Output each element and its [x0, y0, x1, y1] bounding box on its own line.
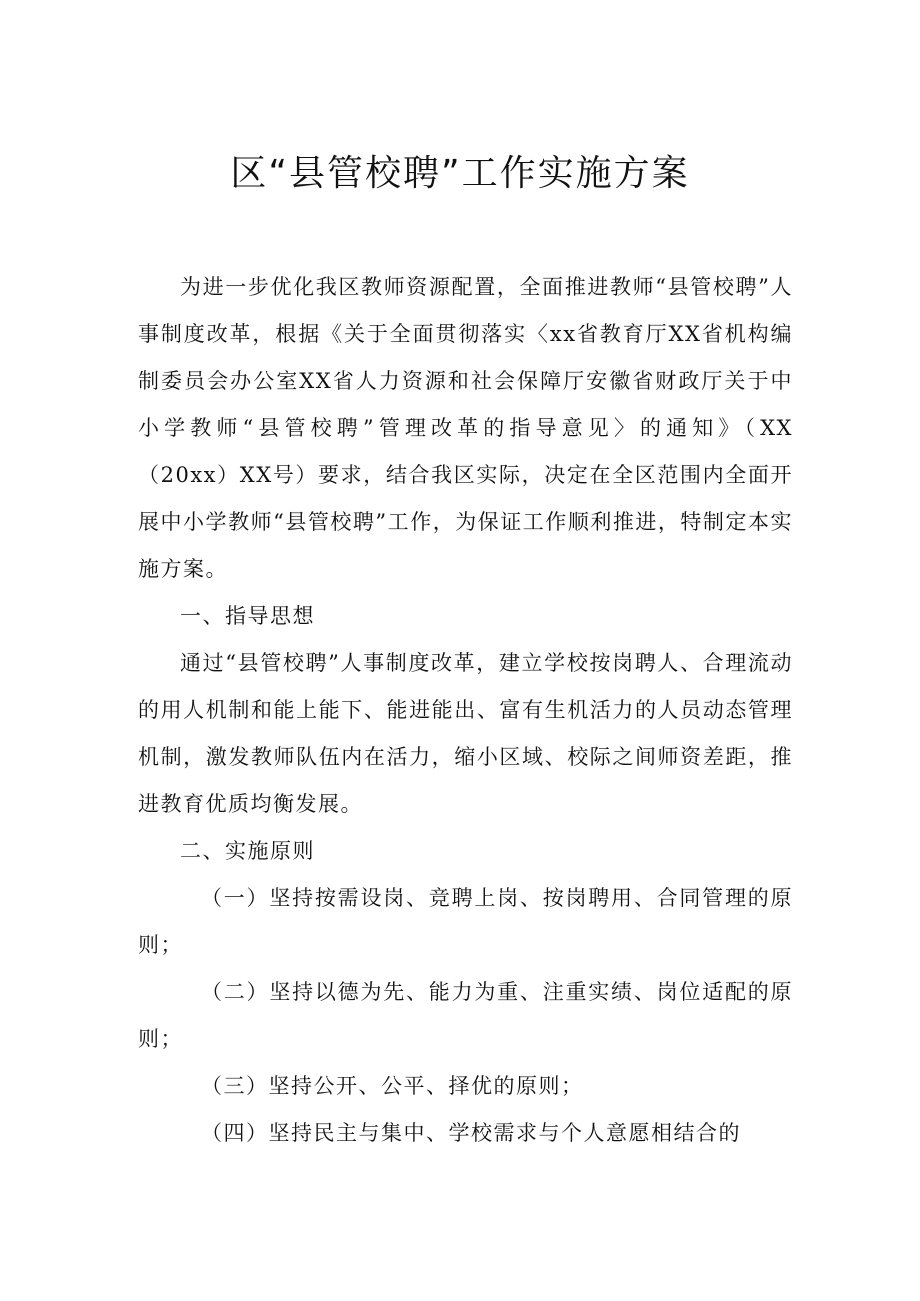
principle-item-3: （三）坚持公开、公平、择优的原则；: [201, 1074, 584, 1098]
principle-item-4: （四）坚持民主与集中、学校需求与个人意愿相结合的: [201, 1121, 741, 1145]
document-title: 区“县管校聘”工作实施方案: [230, 153, 690, 194]
intro-paragraph: 为进一步优化我区教师资源配置，全面推进教师“县管校聘”人事制度改革，根据《关于全面贯彻落实〈xx省教育厅XX省机构编制委员会办公室XX省人力资源和社会保障厅安徽省财政厅关于中小学教师“县管校聘”管理改革的指导意见〉的通知》（XX（20xx）XX号）要求，结合我区实际，决定在全区范围内全面开展中小学教师“县管校聘”工作，为保证工作顺利推进，特制定本实施方案。: [138, 275, 793, 581]
guiding-ideology-paragraph: 通过“县管校聘”人事制度改革，建立学校按岗聘人、合理流动的用人机制和能上能下、能进能出、富有生机活力的人员动态管理机制，激发教师队伍内在活力，缩小区域、校际之间师资差距，推进教育优质均衡发展。: [138, 651, 793, 816]
principle-item-2: （二）坚持以德为先、能力为重、注重实绩、岗位适配的原则；: [138, 980, 793, 1051]
principle-item-1: （一）坚持按需设岗、竞聘上岗、按岗聘用、合同管理的原则；: [138, 886, 793, 957]
document-body: [138, 264, 793, 1157]
section-heading-principles: 二、实施原则: [180, 839, 315, 863]
section-heading-guiding-ideology: 一、指导思想: [180, 604, 315, 628]
